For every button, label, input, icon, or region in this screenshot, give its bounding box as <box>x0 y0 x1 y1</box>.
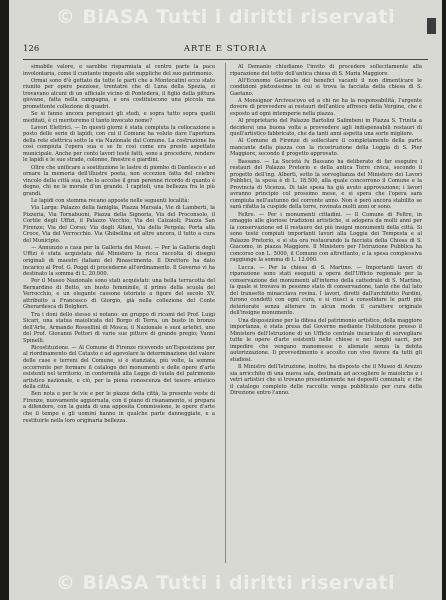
running-title: ARTE E STORIA <box>183 44 268 54</box>
paragraph: Al Comune di Firenze di sollecitare il completamento della parte mancante della piazza con la ricostruzione della Loggia di S. Pier Maggiore, secondo il progetto approvato. <box>230 138 422 158</box>
header-rule <box>23 59 428 60</box>
watermark-bottom: © BiASA Tutti i diritti riservati <box>55 572 396 594</box>
page-edge-mark <box>427 18 436 34</box>
paragraph: Per il Museo Nazionale sono stati acquistati: una bella terracotta del Bernardino di Betto, un busto femminile, il primo della scuola del Verrocchio, e un elegante cassone istoriato a figure del secolo XV, attribuito a Francesco di Giorgio, già nella collezione del Conte Gherardesca di Bolgheri. <box>23 278 215 311</box>
paragraph: Ricostituzione. — Al Comune di Firenze ricevendo un'Esposizione per al riordinamento del Catasto e ad agevolare la determinazione del valore delle case e terreni del Comune, si è stanziata, più volte, la somma occorrente per formare il catalogo dei monumenti e delle opere d'arte esistenti nel territorio, in conformità alla Legge di tutela del patrimonio artistico nazionale, e ciò, per la piena conoscenza del tesoro artistico della città. <box>23 344 215 391</box>
paragraph: Tra i doni dello stesso si notano: un gruppo di ricami del Prof. Luigi Sicari, una statua maiolicata del Borgo di Terra, un busto in bronzo dell'Arte, Armando Rossellini di Mosca; il Nazionale e suoi artefici, uno del Prof. Giovanni Pettori di varie sue pitture di grande pregio; Vanni Spinelli. <box>23 311 215 344</box>
paragraph: Se si fanno ancora perspicaci gli studi, e sopra tutto sopra quelli meditati, è ci meriteremo il tanto invocato nome? <box>23 111 215 124</box>
right-column <box>230 64 422 564</box>
paragraph: Le lapidi con stemma recano apposte nelle seguenti località: <box>31 197 190 204</box>
paragraph: A Monsignor Arcivescovo ed a chi ne ha la responsabilità, l'urgente dovere di provvedere ai restauri dell'antico affresco della Vergine, che è esposto ad ogni intemperie nella piazza. <box>230 97 422 118</box>
page-header <box>23 44 428 58</box>
paragraph: Bassano. — La Società fu Bassano ha deliberato di far eseguire i restauri del Palazzo Pretorio e della antica Torre civica, secondo il progetto dell'ing. Alberti, sotto la sorveglianza del Ministero dei Lavori Pubblici, la spesa è di L. 18.500, alla quale concorrono il Comune e la Provincia di Vicenza. Di tale spesa ha già avuto approvazione; i lavori avranno principio col prossimo mese, e si spera che l'opera sarà compiuta nell'autunno del corrente anno. Non è però ancora stabilito se sarà rifatta la cuspide della torre, rovinata molti anni or sono. <box>230 158 422 211</box>
paragraph: Ormai sono d'è gettato da tutte le parti che a Montecatini ecco stato riunito per opere pezziose, trentatrè che di Luna della Spezia, si trovavano alcuni di un ufficiale vicino di Pontedera, il figlio della pittura giovane, fatta nella campagna, e ora costituiscono una piccola ma promettente collezione di quadri. <box>23 77 215 110</box>
paragraph: Al proprietario del Palazzo Bartolini Salimbeni in Piazza S. Trinita a decidersi una buona volta a provvedere agli indispensabili restauri di quell'artistico fabbricato, che da tanti anni aspetta una sorte migliore. <box>230 118 422 138</box>
paragraph: All'Economo Generale dei benefici vacanti il non dimenticare le condizioni pietosissime in cui si trova la facciata della chiesa di S. Gaetano. <box>230 77 422 97</box>
paragraph: simabile valore, e sarebbe risparmiata al centro parte la pace involontaria, come il cuntante imposto alle suppliche del suo patrimonio. <box>23 64 215 77</box>
page-number: 126 <box>23 44 40 54</box>
paragraph: Al Demanio chiudiamo l'invito di procedere sollecitamente alla riparazione del tetto dell'antica chiesa di S. Maria Maggiore. <box>230 64 422 77</box>
paragraph: Oltre che unificare a sostituzione le lastre di piombo di Dantesco e ad ornare la memoria dell'illustre poeta, non eccezion fatta del celebre vincolo della città sua, che lo accolse il gran perenne ricordo di quanto è degno, chi ne le morale d'un grande. I capitoli, una bellezza fra le più grandi. <box>23 164 215 197</box>
paragraph: Ben nota e per le vie e per le piazze della città, la presente veste di Firenze, nuovamente aggiornata, con il piano di risanamento, si prepara a difendere, con la guida di una apposita Commissione, le opere d'arte che il tempo e gli uomini hanno in qualche parte danneggiate, e a restituirle nella loro originaria bellezza. <box>23 391 215 424</box>
paragraph: Feltre. — Per i monumenti cittadini. — Il Comune di Feltre, in omaggio alle gloriose tradizioni artistiche, si adopera da molti anni per la conservazione ed il restauro dei più insigni monumenti della città. Si sono testé compiuti importanti lavori alla Loggia dei Tempesta e al Palazzo Pretorio, e si sta ora restaurando la facciata della Chiesa di S. Giacomo, in piazza Maggiore. Il Ministero per l'Istruzione Pubblica ha concorso con L. 5000, il Comune con altrettanto, e la spesa complessiva raggiunge la somma di L. 12.000. <box>230 211 422 264</box>
paragraph: — Annunzio a casa per la Galleria dei Musei. — Per la Galleria degli Uffizi è stata acquistata dal Ministero la ricca raccolta di disegni originali di maestri italiani del Rinascimento. Il Direttore ha dato incarico al Prof. G. Poggi di procederne all'ordinamento. Il Governo vi ha destinato la somma di L. 20.000. <box>23 244 215 278</box>
scanned-page <box>9 0 442 600</box>
left-column <box>23 64 215 564</box>
paragraph: Lucca. — Per la chiesa di S. Martino. — Importanti lavori di riparazione sono stati eseguiti a opera dell'Ufficio regionale per la conservazione dei monumenti all'interno della cattedrale di S. Martino, la quale si trovava in pessimo stato di conservazione, tanto che dal lato del transetto minacciava rovina. I lavori, diretti dall'architetto Pardini, furono condotti con ogni cura, e si riuscì a consolidare le parti più deteriorate senza alterare in alcun modo il carattere originale dell'insigne monumento. <box>230 264 422 317</box>
column-divider <box>225 63 226 563</box>
paragraph: Via Larga: Palazzo della famiglia, Piazza Marsala, Vie di Lamberti, la Pizzeria, Via Tornabuoni, Piazza della Signoria, Via del Proconsolo, il Cortile degli Uffizi, il Palazzo Vecchio, Via dei Calzaioli; Piazza San Firenze; Via del Corso; Via degli Alfani, Via della Pergola; Porta alla Croce, Via del Verrocchio. Via Ghibellina ed altre ancora, il tutto a cura del Municipio. <box>23 205 215 244</box>
paragraph: Lavori Elettrici. — In questi giorni è stata compiuta la collocazione a posto delle serie di lapidi, con cui il Comune ha voluto dare l'apertura della rete elettrica sotto la via Nazionale dal Comune. La costruzione ha così compiuta l'opera sua e se fu cosi come era presto aspettato municipale. Anche per cento lavori testé fatti, sono a procedere, rendere le lapidi e le sue strade, colonne, finestre e giardini. <box>23 124 215 164</box>
paragraph: Il Ministro dell'Istruzione, inoltre, ha disposto che il Museo di Arezzo sia arricchito di una nuova sala, destinata ad accogliere le maioliche e i vetri artistici che si trovano presentemente nei depositi comunali; e che il catalogo completo delle raccolte venga pubblicato per cura della Direzione entro l'anno. <box>230 363 422 397</box>
paragraph: Una disposizione per la difesa del patrimonio artistico, della maggiore importanza, è stata presa dal Governo mediante l'istituzione presso il Ministero dell'Istruzione di un Ufficio centrale incaricato di sorvegliare tutte le opere d'arte esistenti nelle chiese e nei luoghi sacri, per impedire che vengano manomesse o alienate senza la debita autorizzazione. Il provvedimento è accolto con vivo favore da tutti gli studiosi. <box>230 317 422 363</box>
watermark-top: © BiASA Tutti i diritti riservati <box>55 6 396 28</box>
